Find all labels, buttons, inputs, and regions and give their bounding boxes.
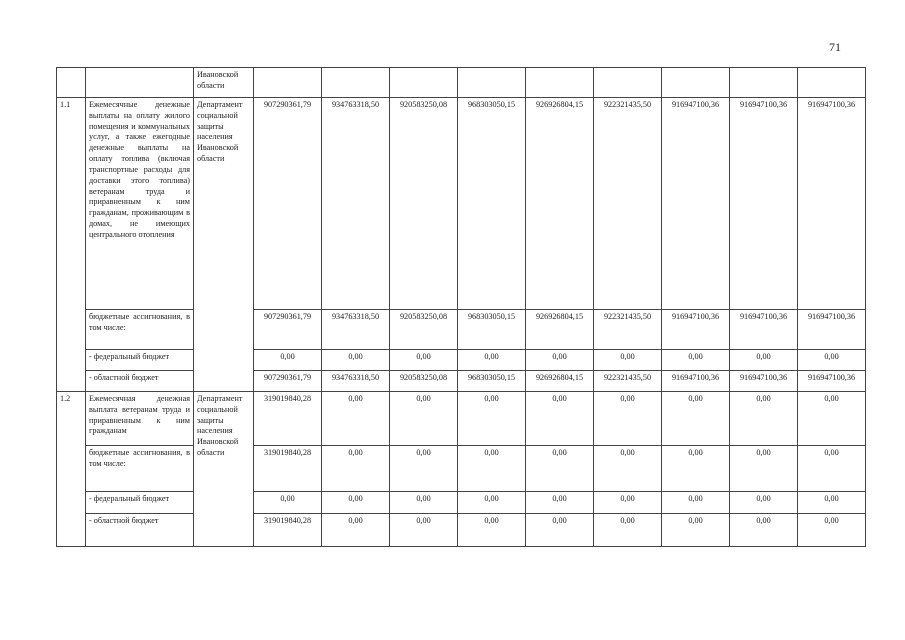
table-row [57, 98, 866, 310]
value-cell: 0,00 [322, 514, 390, 547]
value-cell: 0,00 [390, 492, 458, 514]
value-cell: 0,00 [594, 492, 662, 514]
value-cell: 907290361,79 [254, 371, 322, 392]
table-cell [322, 68, 390, 98]
table-row [57, 492, 866, 514]
table-cell [526, 68, 594, 98]
federal-label: - федеральный бюджет [86, 350, 194, 371]
value-cell: 0,00 [662, 392, 730, 446]
value-cell: 916947100,36 [730, 310, 798, 350]
table-row [57, 514, 866, 547]
value-cell: 0,00 [526, 446, 594, 492]
value-cell: 0,00 [798, 492, 866, 514]
table-cell [662, 68, 730, 98]
value-cell: 916947100,36 [730, 98, 798, 310]
value-cell: 0,00 [798, 392, 866, 446]
value-cell: 0,00 [458, 492, 526, 514]
budget-label: бюджетные ассигнования, в том числе: [86, 446, 194, 492]
value-cell: 916947100,36 [730, 371, 798, 392]
value-cell: 934763318,50 [322, 98, 390, 310]
org-cell: Ивановской области [194, 68, 254, 98]
table-cell [57, 68, 86, 98]
value-cell: 319019840,28 [254, 392, 322, 446]
value-cell: 0,00 [322, 392, 390, 446]
value-cell: 0,00 [594, 392, 662, 446]
value-cell: 0,00 [458, 392, 526, 446]
value-cell: 916947100,36 [662, 98, 730, 310]
value-cell: 0,00 [322, 446, 390, 492]
value-cell: 0,00 [730, 492, 798, 514]
value-cell: 922321435,50 [594, 98, 662, 310]
value-cell: 916947100,36 [662, 310, 730, 350]
value-cell: 0,00 [662, 446, 730, 492]
value-cell: 920583250,08 [390, 310, 458, 350]
table-cell [86, 68, 194, 98]
value-cell: 0,00 [798, 514, 866, 547]
measure-name: Ежемесячные денежные выплаты на оплату жилого помещения и коммунальных услуг, а также ежегодные денежные выплаты на оплату топлива (включая транспортные расходы для доставки этого топлива) ветеранам труда и приравненным к ним гражданам, проживающим в домах, не имеющих центрального отопления [86, 98, 194, 310]
value-cell: 0,00 [526, 514, 594, 547]
value-cell: 920583250,08 [390, 371, 458, 392]
value-cell: 916947100,36 [662, 371, 730, 392]
value-cell: 0,00 [730, 514, 798, 547]
table-cell [254, 68, 322, 98]
value-cell: 0,00 [390, 392, 458, 446]
value-cell: 0,00 [458, 514, 526, 547]
value-cell: 0,00 [390, 446, 458, 492]
value-cell: 0,00 [322, 350, 390, 371]
value-cell: 0,00 [730, 350, 798, 371]
value-cell: 0,00 [526, 350, 594, 371]
value-cell: 916947100,36 [798, 98, 866, 310]
value-cell: 319019840,28 [254, 514, 322, 547]
value-cell: 926926804,15 [526, 310, 594, 350]
value-cell: 920583250,08 [390, 98, 458, 310]
table-row [57, 371, 866, 392]
value-cell: 0,00 [254, 492, 322, 514]
value-cell: 922321435,50 [594, 310, 662, 350]
value-cell: 0,00 [322, 492, 390, 514]
org-cell: Департамент социальной защиты населения Ивановской области [194, 98, 254, 392]
value-cell: 0,00 [662, 492, 730, 514]
value-cell: 968303050,15 [458, 371, 526, 392]
value-cell: 0,00 [662, 514, 730, 547]
table-row [57, 392, 866, 446]
regional-label: - областной бюджет [86, 371, 194, 392]
value-cell: 0,00 [526, 392, 594, 446]
table-row [57, 310, 866, 350]
value-cell: 0,00 [798, 446, 866, 492]
table-row [57, 68, 866, 98]
table-cell [390, 68, 458, 98]
budget-label: бюджетные ассигнования, в том числе: [86, 310, 194, 350]
org-cell: Департамент социальной защиты населения Ивановской области [194, 392, 254, 547]
value-cell: 968303050,15 [458, 310, 526, 350]
value-cell: 934763318,50 [322, 310, 390, 350]
value-cell: 0,00 [594, 446, 662, 492]
value-cell: 916947100,36 [798, 310, 866, 350]
page-number: 71 [829, 40, 841, 54]
value-cell: 926926804,15 [526, 98, 594, 310]
value-cell: 0,00 [390, 514, 458, 547]
value-cell: 0,00 [390, 350, 458, 371]
value-cell: 916947100,36 [798, 371, 866, 392]
table-cell [594, 68, 662, 98]
value-cell: 0,00 [594, 514, 662, 547]
table-cell [730, 68, 798, 98]
value-cell: 922321435,50 [594, 371, 662, 392]
federal-label: - федеральный бюджет [86, 492, 194, 514]
value-cell: 0,00 [594, 350, 662, 371]
table-cell [798, 68, 866, 98]
table-row [57, 350, 866, 371]
table-row [57, 446, 866, 492]
value-cell: 0,00 [798, 350, 866, 371]
value-cell: 0,00 [458, 350, 526, 371]
value-cell: 319019840,28 [254, 446, 322, 492]
value-cell: 0,00 [730, 446, 798, 492]
value-cell: 907290361,79 [254, 98, 322, 310]
value-cell: 926926804,15 [526, 371, 594, 392]
table-cell [458, 68, 526, 98]
value-cell: 0,00 [254, 350, 322, 371]
row-number: 1.1 [57, 98, 86, 392]
budget-table [56, 67, 866, 547]
value-cell: 0,00 [458, 446, 526, 492]
value-cell: 0,00 [662, 350, 730, 371]
value-cell: 934763318,50 [322, 371, 390, 392]
value-cell: 0,00 [730, 392, 798, 446]
value-cell: 907290361,79 [254, 310, 322, 350]
value-cell: 0,00 [526, 492, 594, 514]
regional-label: - областной бюджет [86, 514, 194, 547]
row-number: 1.2 [57, 392, 86, 547]
value-cell: 968303050,15 [458, 98, 526, 310]
measure-name: Ежемесячная денежная выплата ветеранам труда и приравненным к ним гражданам [86, 392, 194, 446]
